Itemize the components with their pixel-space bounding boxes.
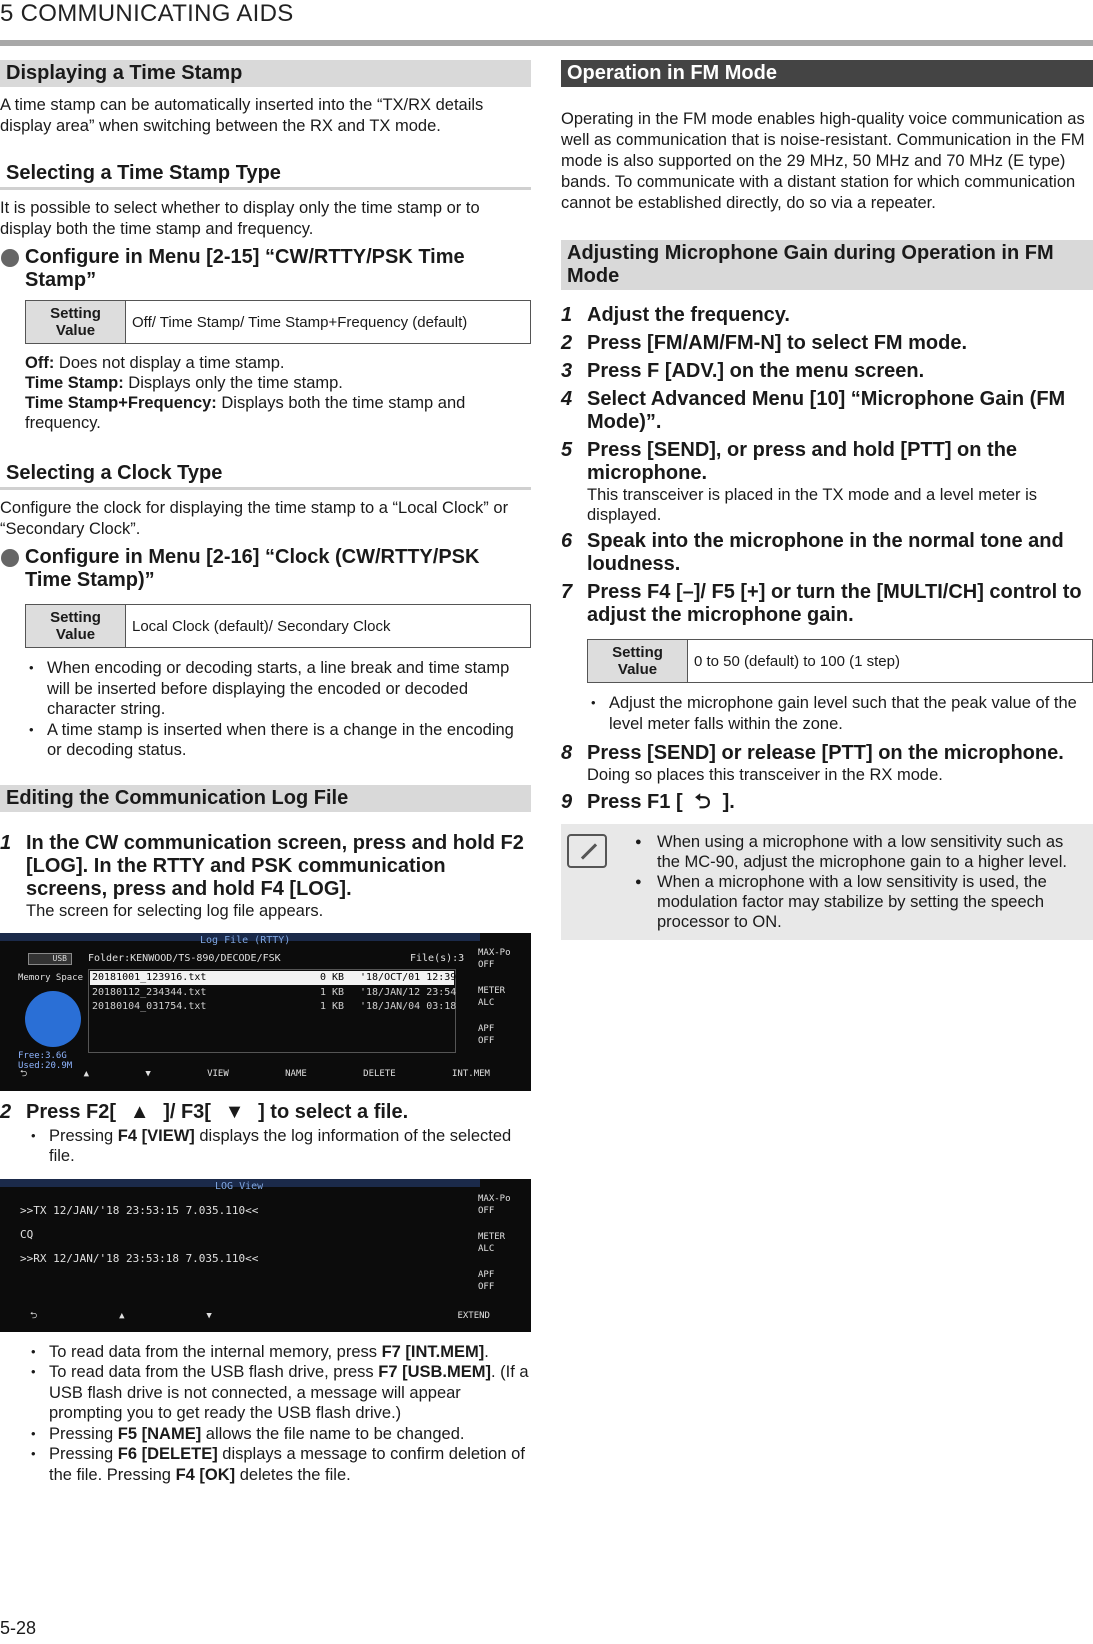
- step-2: 2 Press [FM/AM/FM-N] to select FM mode.: [561, 332, 968, 354]
- down-icon[interactable]: ▼: [145, 1068, 151, 1079]
- setting-label: Setting Value: [26, 301, 126, 344]
- list-item: • A time stamp is inserted when there is a change in the encoding or decoding status.: [25, 720, 531, 761]
- note-list: [635, 832, 1089, 932]
- bullet-circle-icon: [1, 249, 19, 267]
- type-setting-table: [25, 300, 531, 344]
- step-4: 4 Select Advanced Menu [10] “Microphone Gain (FM Mode)”.: [561, 388, 1066, 433]
- step-8: 8 Press [SEND] or release [PTT] on the microphone.: [561, 742, 1064, 764]
- bullet-circle-icon: [1, 549, 19, 567]
- section-title-timestamp: Displaying a Time Stamp: [0, 60, 531, 87]
- section-title-fm: Operation in FM Mode: [561, 60, 1093, 87]
- log-file-screen: [0, 933, 531, 1091]
- setting-value: Off/ Time Stamp/ Time Stamp+Frequency (default): [126, 301, 531, 344]
- screen-title: Log File (RTTY): [200, 934, 291, 946]
- mic-steps: [561, 304, 1093, 627]
- fm-body: Operating in the FM mode enables high-quality voice communication as well as communication that is noise-resistant. Communication in the FM mode is also supported on the 29 MHz, 50 MHz and 70 MHz (E type) bands. To communicate with a distant station for which communication cannot be established directly, do so via a repeater.: [561, 110, 1085, 212]
- memory-free: Free:3.6G: [18, 1050, 67, 1061]
- definition-timestamp: Time Stamp: Displays only the time stamp.: [25, 374, 343, 392]
- list-item: • When encoding or decoding starts, a line break and time stamp will be inserted before displaying the encoded or decoded character string.: [25, 658, 531, 720]
- log-view-screen: [0, 1179, 531, 1332]
- extend-key[interactable]: EXTEND: [457, 1310, 490, 1321]
- file-row-3-name[interactable]: 20180104_031754.txt: [92, 1000, 207, 1012]
- note-box: [561, 824, 1093, 940]
- file-row-2-name[interactable]: 20180112_234344.txt: [92, 986, 207, 998]
- back-icon: ⮌: [694, 791, 711, 813]
- definitions-list: [25, 353, 531, 433]
- view-key[interactable]: VIEW: [207, 1068, 229, 1079]
- right-column: [561, 60, 1093, 940]
- page-number: 5-28: [0, 1618, 37, 1638]
- list-item: • To read data from the USB flash drive, press F7 [USB.MEM]. (If a USB flash drive is not connected, a message will appear prompting you to get ready the USB flash drive.): [27, 1362, 531, 1424]
- list-item: • Pressing F5 [NAME] allows the file name to be changed.: [27, 1424, 531, 1445]
- gain-bullets: [587, 693, 1093, 734]
- pencil-note-icon: [567, 834, 607, 868]
- step-6: 6 Speak into the microphone in the normal tone and loudness.: [561, 530, 1064, 575]
- screen-title: LOG View: [215, 1180, 264, 1192]
- back-icon[interactable]: ⮌: [20, 1068, 28, 1079]
- list-item: ● When a microphone with a low sensitivity is used, the modulation factor may stabilize by setting the speech processor to ON.: [635, 872, 1089, 932]
- step-1: [0, 832, 531, 901]
- int-mem-key[interactable]: INT.MEM: [452, 1068, 490, 1079]
- file-row-2-size: 1 KB: [320, 986, 345, 998]
- subsection-title-clock: Selecting a Clock Type: [0, 459, 531, 490]
- bottom-soft-keys[interactable]: [20, 1065, 490, 1083]
- step-text: In the CW communication screen, press and hold F2 [LOG]. In the RTTY and PSK communication screens, press and hold F4 [LOG].: [26, 831, 524, 900]
- usb-badge: USB: [28, 953, 72, 965]
- up-icon[interactable]: ▲: [119, 1310, 125, 1321]
- side-soft-keys[interactable]: MAX-Po OFF METER ALC APF OFF: [478, 1193, 511, 1292]
- gain-setting-table: [587, 639, 1093, 683]
- left-column: [0, 60, 531, 1485]
- file-row-2-date: '18/JAN/12 23:54: [360, 986, 457, 998]
- list-item: • Adjust the microphone gain level such that the peak value of the level meter falls within the zone.: [587, 693, 1093, 734]
- type-config-heading: [0, 246, 531, 292]
- definition-timestamp-frequency: Time Stamp+Frequency: Displays both the time stamp and frequency.: [25, 394, 466, 432]
- clock-config-text: Configure in Menu [2-16] “Clock (CW/RTTY/PSK Time Stamp)”: [25, 546, 480, 591]
- step-text: Press F2[ ▲ ]/ F3[ ▼ ] to select a file.: [26, 1100, 409, 1123]
- type-config-text: Configure in Menu [2-15] “CW/RTTY/PSK Time Stamp”: [25, 246, 465, 291]
- log-lines: >>TX 12/JAN/'18 23:53:15 7.035.110<< CQ >>RX 12/JAN/'18 23:53:18 7.035.110<<: [20, 1203, 259, 1265]
- step-5: 5 Press [SEND], or press and hold [PTT] on the microphone.: [561, 439, 1018, 484]
- file-row-1-size: 0 KB: [320, 971, 345, 983]
- down-icon[interactable]: ▼: [206, 1310, 212, 1321]
- list-item: • Pressing F4 [VIEW] displays the log information of the selected file.: [27, 1126, 531, 1167]
- folder-path: Folder:KENWOOD/TS-890/DECODE/FSK: [88, 952, 281, 964]
- setting-value: 0 to 50 (default) to 100 (1 step): [688, 640, 1093, 683]
- definition-off: Off: Does not display a time stamp.: [25, 354, 285, 372]
- step-1-note: The screen for selecting log file appears.: [26, 901, 324, 920]
- timestamp-body: A time stamp can be automatically inserted into the “TX/RX details display area” when switching between the RX and TX mode.: [0, 96, 484, 135]
- section-title-mic-gain: Adjusting Microphone Gain during Operation in FM Mode: [561, 240, 1093, 290]
- bottom-soft-keys[interactable]: [30, 1307, 490, 1325]
- up-icon[interactable]: ▲: [83, 1068, 89, 1079]
- clock-config-heading: [0, 546, 531, 592]
- setting-label: Setting Value: [26, 605, 126, 648]
- down-arrow-icon: ▼: [224, 1100, 245, 1123]
- page-header: 5 COMMUNICATING AIDS: [0, 0, 294, 27]
- step-7: 7 Press F4 [–]/ F5 [+] or turn the [MULTI/CH] control to adjust the microphone gain.: [561, 581, 1082, 626]
- memory-label: Memory Space: [18, 972, 84, 983]
- step-number: 1: [0, 831, 12, 854]
- header-rule: [0, 40, 1093, 46]
- clock-body: Configure the clock for displaying the time stamp to a “Local Clock” or “Secondary Clock”.: [0, 499, 509, 538]
- setting-value: Local Clock (default)/ Secondary Clock: [126, 605, 531, 648]
- subsection-title-type: Selecting a Time Stamp Type: [0, 159, 531, 190]
- setting-label: Setting Value: [588, 640, 688, 683]
- section-title-log: Editing the Communication Log File: [0, 785, 531, 812]
- clock-bullets: [25, 658, 531, 761]
- step-3: 3 Press F [ADV.] on the menu screen.: [561, 360, 925, 382]
- files-count: File(s):3: [410, 952, 465, 964]
- memory-pie-chart: [25, 991, 81, 1047]
- list-item: ● When using a microphone with a low sensitivity such as the MC-90, adjust the microphone gain to a higher level.: [635, 832, 1089, 872]
- back-icon[interactable]: ⮌: [30, 1310, 38, 1321]
- type-body: It is possible to select whether to display only the time stamp or to display both the time stamp and frequency.: [0, 199, 480, 238]
- step-9: 9 Press F1 [ ⮌ ].: [561, 791, 735, 813]
- list-item: • To read data from the internal memory, press F7 [INT.MEM].: [27, 1342, 531, 1363]
- log-bullets: [27, 1342, 531, 1486]
- step-2: [0, 1101, 531, 1124]
- file-row-1-date: '18/OCT/01 12:39: [360, 971, 457, 983]
- name-key[interactable]: NAME: [285, 1068, 307, 1079]
- list-item: • Pressing F6 [DELETE] displays a message to confirm deletion of the file. Pressing F4 [OK] deletes the file.: [27, 1444, 531, 1485]
- delete-key[interactable]: DELETE: [363, 1068, 396, 1079]
- step-1: 1 Adjust the frequency.: [561, 304, 790, 326]
- file-row-3-size: 1 KB: [320, 1000, 345, 1012]
- clock-setting-table: [25, 604, 531, 648]
- memory-used: Used:20.9M: [18, 1060, 73, 1071]
- file-row-1-name[interactable]: 20181001_123916.txt: [92, 971, 207, 983]
- side-soft-keys[interactable]: MAX-Po OFF METER ALC APF OFF: [478, 947, 511, 1046]
- file-row-3-date: '18/JAN/04 03:18: [360, 1000, 457, 1012]
- step-5-note: This transceiver is placed in the TX mode and a level meter is displayed.: [587, 486, 1037, 524]
- step-8-note: Doing so places this transceiver in the RX mode.: [587, 766, 943, 784]
- step-number: 2: [0, 1100, 12, 1123]
- step-2-bullets: [27, 1126, 531, 1167]
- up-arrow-icon: ▲: [129, 1100, 150, 1123]
